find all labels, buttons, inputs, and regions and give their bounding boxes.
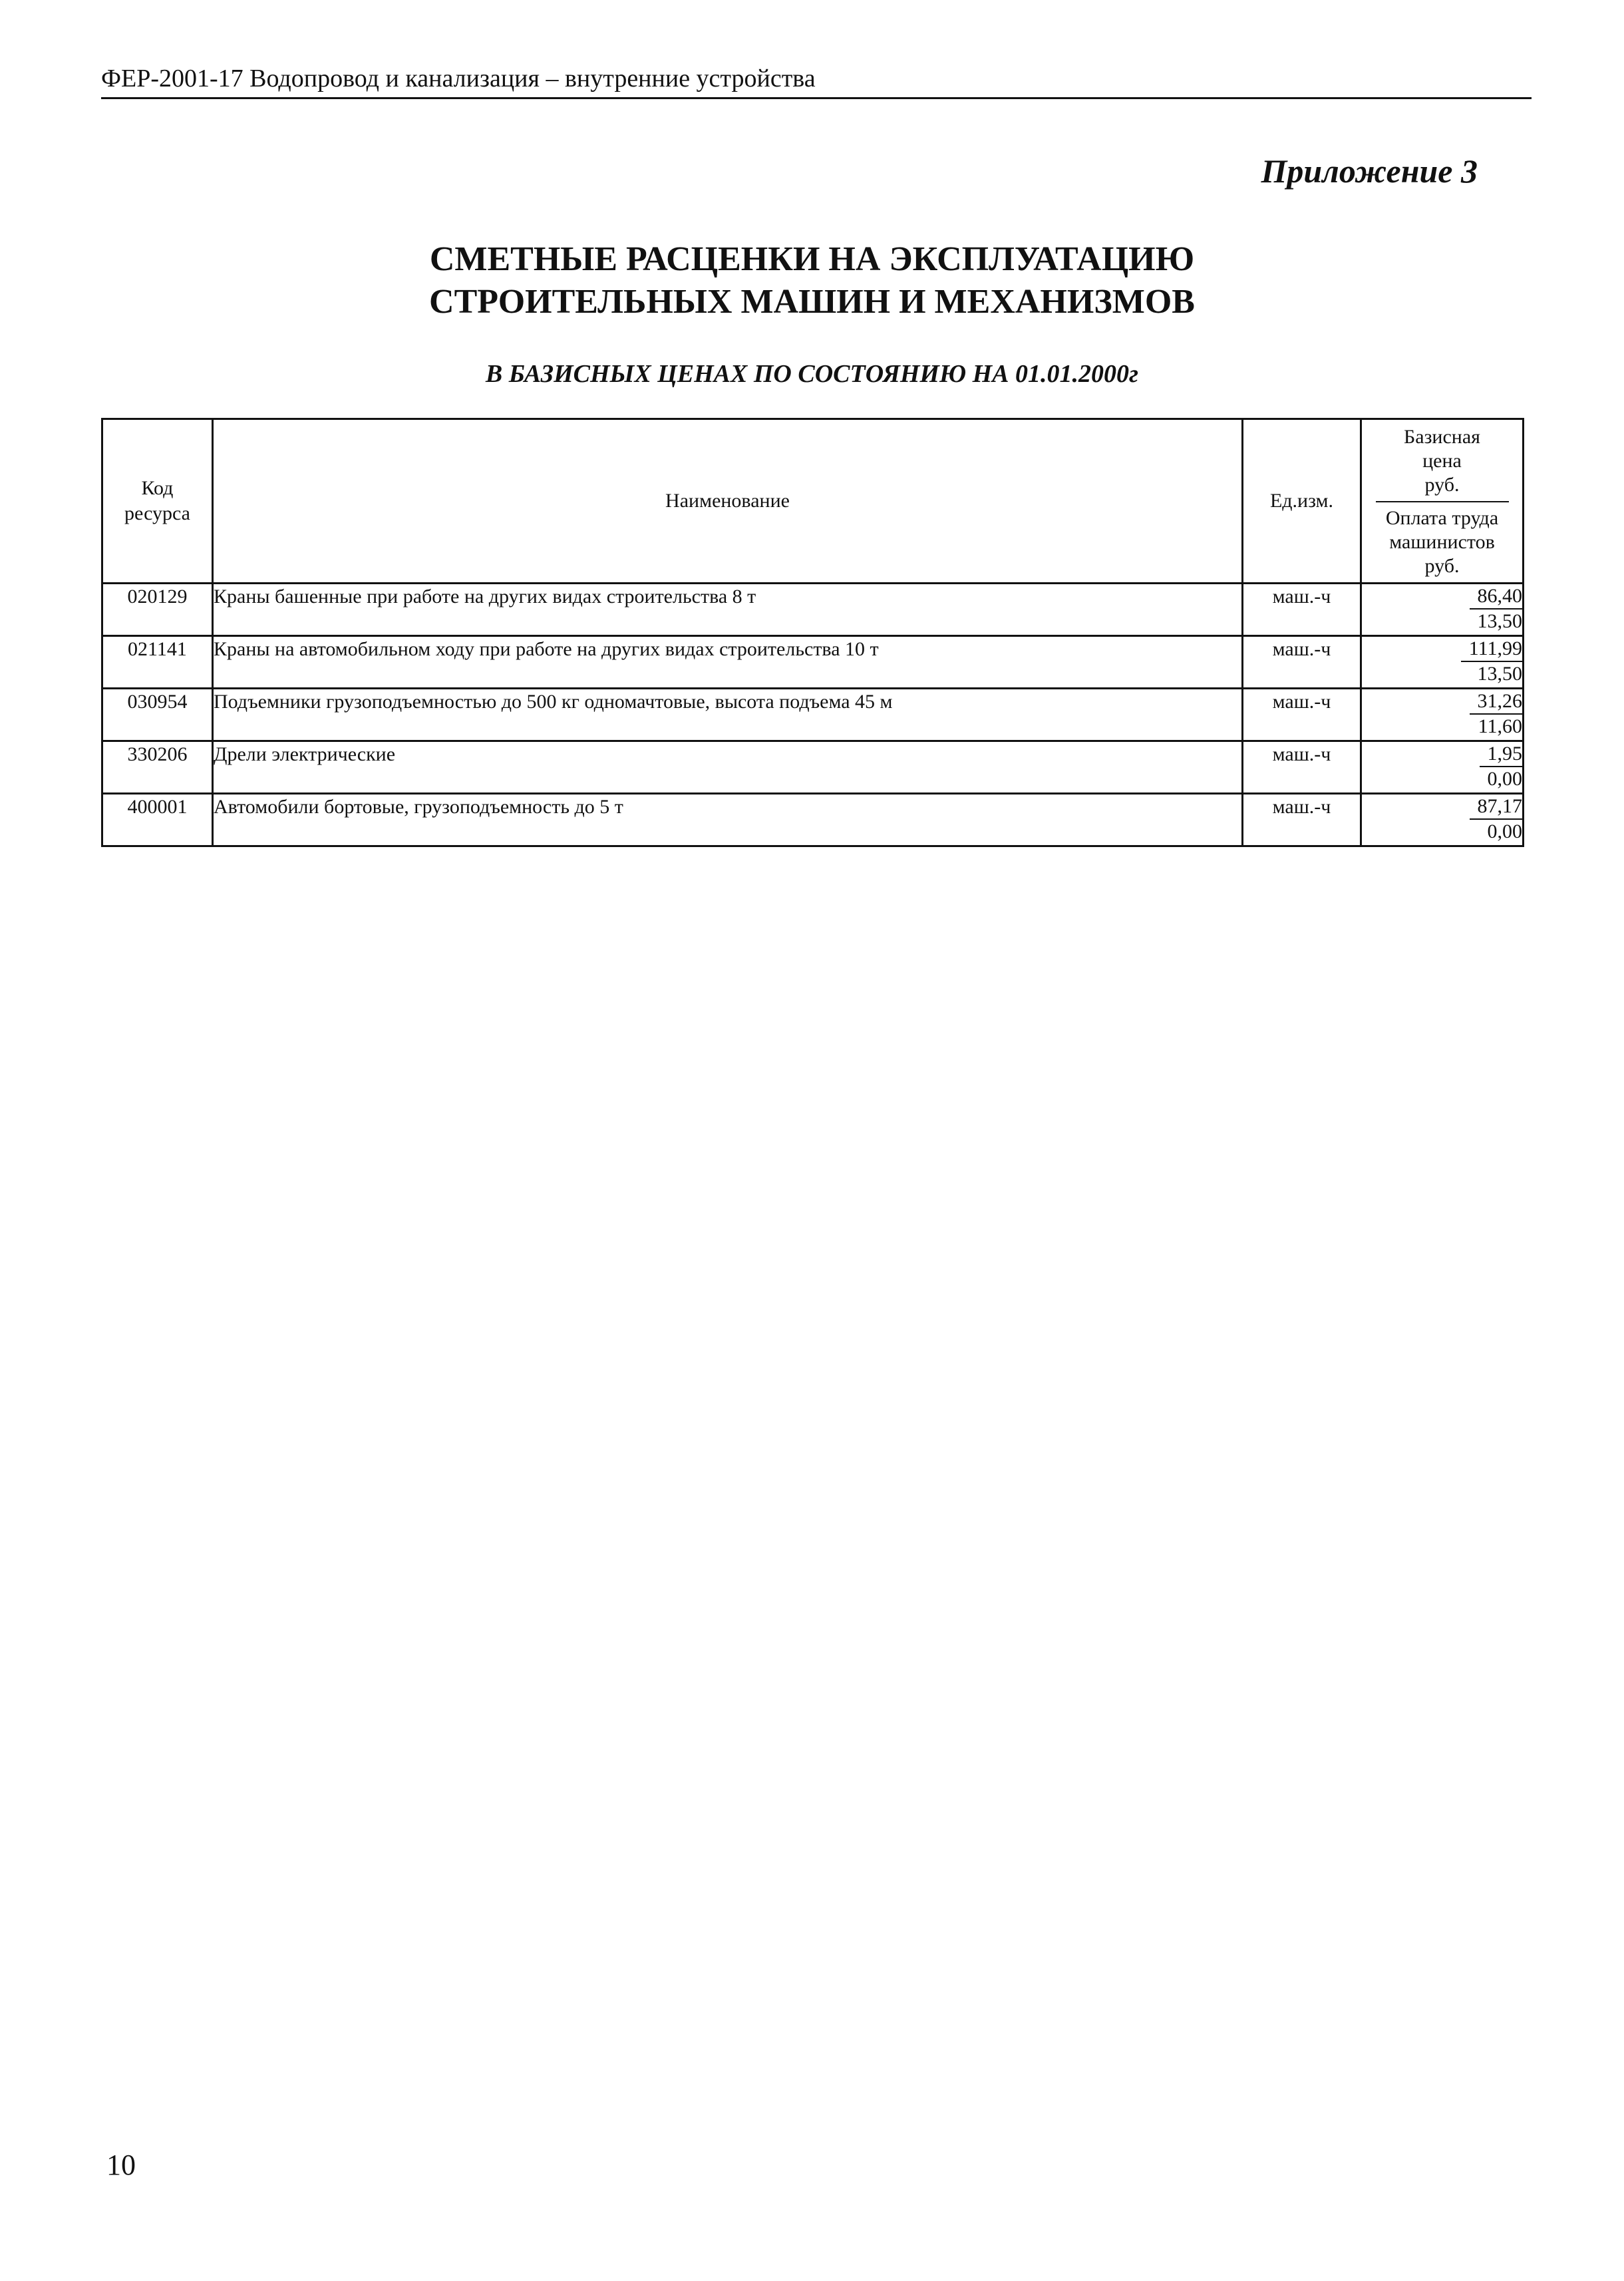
header-price-divider [1376, 501, 1509, 502]
rates-table [101, 418, 1524, 847]
row-code: 030954 [102, 689, 213, 741]
row-name: Подъемники грузоподъемностью до 500 кг одномачтовые, высота подъема 45 м [213, 689, 1243, 741]
title-line-1: СМЕТНЫЕ РАСЦЕНКИ НА ЭКСПЛУАТАЦИЮ [429, 240, 1195, 278]
table-row [102, 794, 1524, 846]
row-unit: маш.-ч [1243, 689, 1361, 741]
running-header: ФЕР-2001-17 Водопровод и канализация – внутренние устройства [101, 61, 1532, 99]
header-price-line1: Базисная [1404, 426, 1480, 448]
header-labor-line3: руб. [1424, 555, 1460, 577]
row-price-cell [1361, 584, 1524, 636]
row-code: 020129 [102, 584, 213, 636]
row-labor-cost: 13,50 [1477, 610, 1522, 632]
row-price-cell [1361, 636, 1524, 689]
row-name: Краны на автомобильном ходу при работе на других видах строительства 10 т [213, 636, 1243, 689]
header-price-line3: руб. [1424, 474, 1460, 496]
row-unit: маш.-ч [1243, 794, 1361, 846]
row-name: Автомобили бортовые, грузоподъемность до 5 т [213, 794, 1243, 846]
header-labor-line2: машинистов [1389, 531, 1495, 553]
row-base-price: 111,99 [1461, 637, 1522, 662]
header-code [102, 419, 213, 584]
row-base-price: 31,26 [1470, 689, 1523, 715]
header-price-line2: цена [1422, 450, 1462, 472]
table-row [102, 584, 1524, 636]
row-base-price: 86,40 [1470, 584, 1523, 610]
row-unit: маш.-ч [1243, 741, 1361, 794]
row-price-cell [1361, 741, 1524, 794]
row-code: 330206 [102, 741, 213, 794]
header-name: Наименование [213, 419, 1243, 584]
header-price [1361, 419, 1524, 584]
header-unit: Ед.изм. [1243, 419, 1361, 584]
row-base-price: 87,17 [1470, 794, 1523, 820]
table-row [102, 741, 1524, 794]
row-labor-cost: 0,00 [1487, 768, 1522, 790]
document-title [0, 238, 1624, 323]
row-labor-cost: 0,00 [1487, 820, 1522, 842]
row-unit: маш.-ч [1243, 636, 1361, 689]
row-unit: маш.-ч [1243, 584, 1361, 636]
appendix-label: Приложение 3 [1261, 152, 1478, 190]
row-base-price: 1,95 [1480, 742, 1523, 767]
header-labor-line1: Оплата труда [1385, 507, 1499, 529]
row-name: Краны башенные при работе на других видах строительства 8 т [213, 584, 1243, 636]
row-code: 021141 [102, 636, 213, 689]
header-code-line2: ресурса [124, 502, 190, 524]
page-number: 10 [106, 2149, 136, 2181]
document-subtitle: В БАЗИСНЫХ ЦЕНАХ ПО СОСТОЯНИЮ НА 01.01.2000г [485, 360, 1139, 388]
header-code-line1: Код [141, 477, 174, 499]
row-name: Дрели электрические [213, 741, 1243, 794]
table-row [102, 689, 1524, 741]
row-code: 400001 [102, 794, 213, 846]
table-row [102, 636, 1524, 689]
row-price-cell [1361, 794, 1524, 846]
table-header-row [102, 419, 1524, 584]
title-line-2: СТРОИТЕЛЬНЫХ МАШИН И МЕХАНИЗМОВ [429, 283, 1195, 321]
row-price-cell [1361, 689, 1524, 741]
row-labor-cost: 13,50 [1477, 663, 1522, 685]
row-labor-cost: 11,60 [1478, 715, 1522, 737]
